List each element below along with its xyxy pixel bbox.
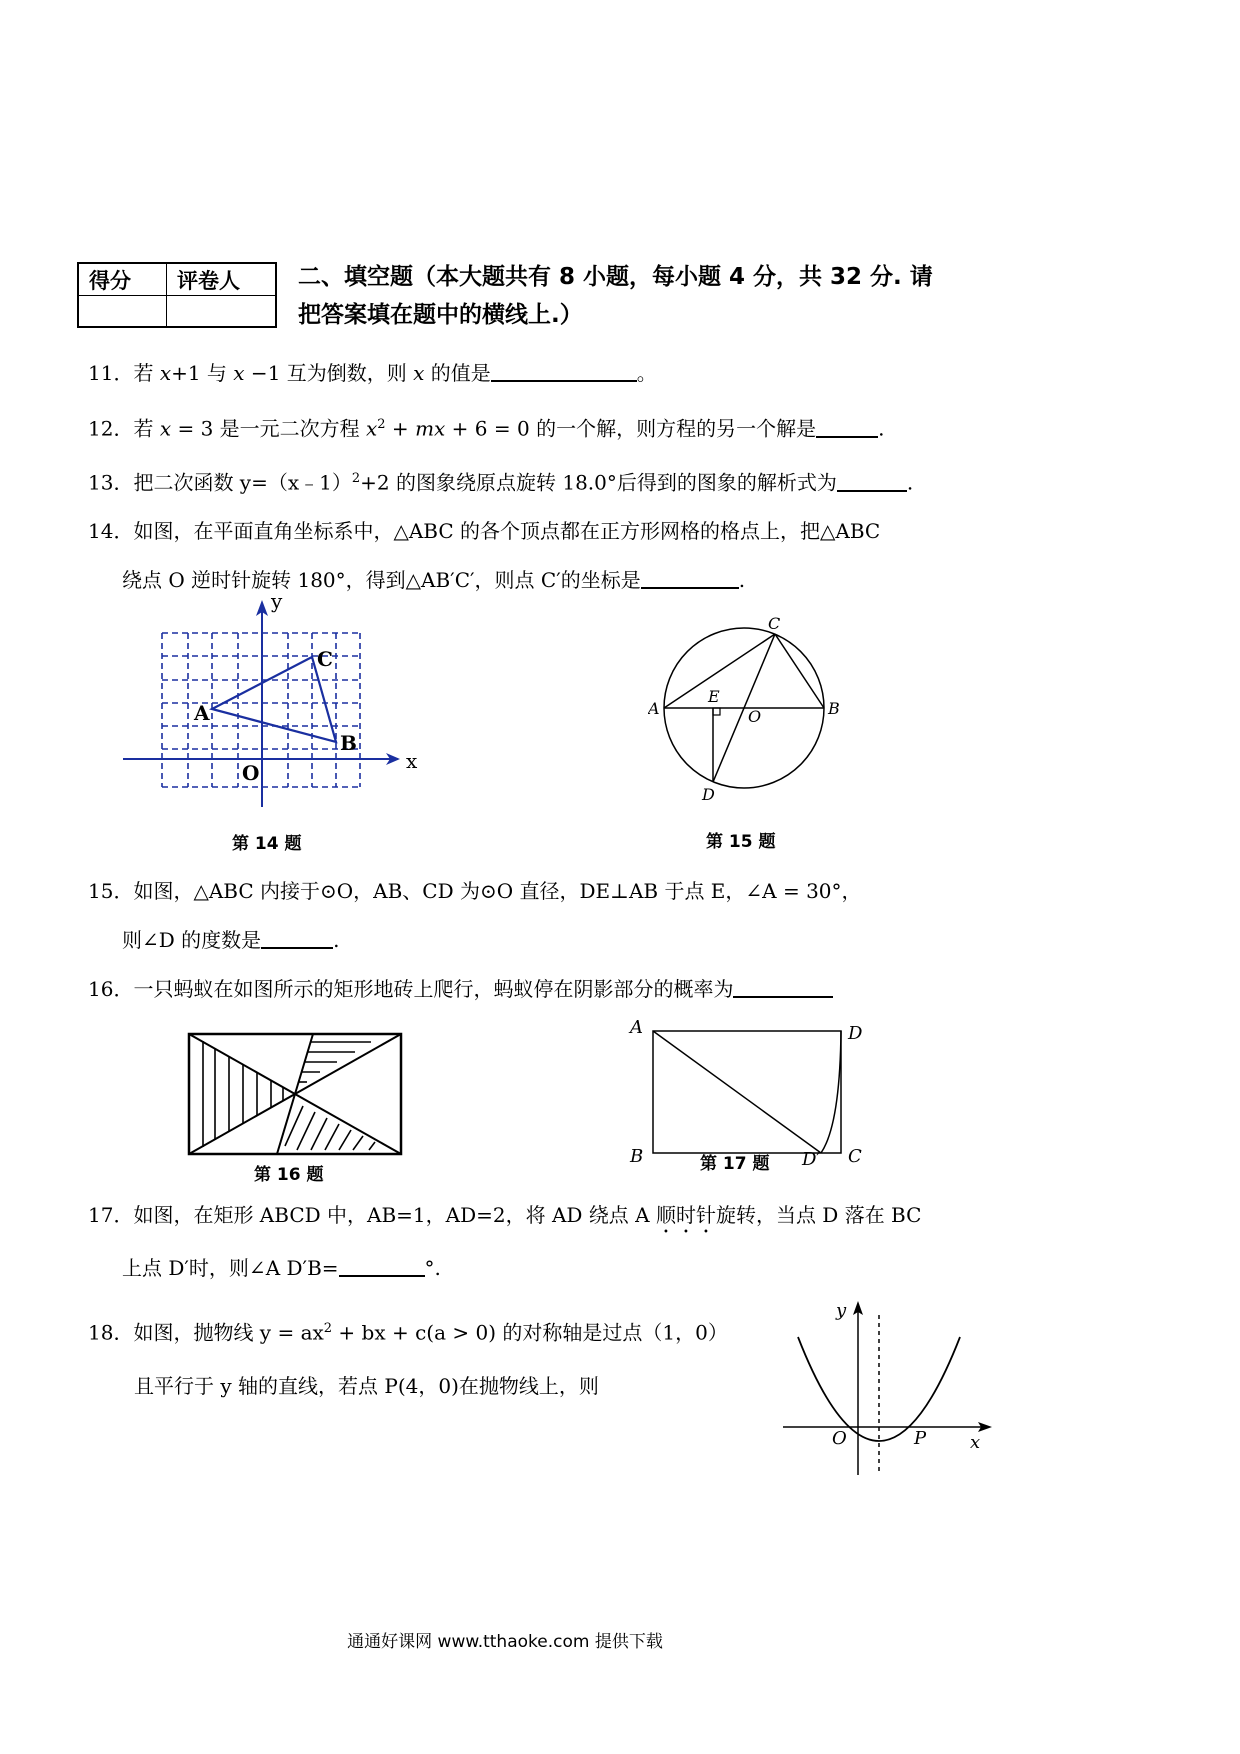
- figure-14-caption: 第 14 题: [232, 834, 302, 854]
- answer-blank[interactable]: [261, 925, 333, 949]
- label-a: A: [194, 701, 210, 725]
- label-b: B: [630, 1146, 644, 1165]
- question-11: 11．若 x+1 与 x −1 互为倒数，则 x 的值是 。: [88, 358, 657, 388]
- label-x: x: [406, 749, 418, 773]
- grader-cell: [167, 296, 275, 326]
- question-12: 12．若 x = 3 是一元二次方程 $x^2$ + mx + 6 = 0 的一个解，则方程的另一个解是 .: [88, 410, 884, 444]
- answer-blank[interactable]: [491, 358, 637, 382]
- answer-blank[interactable]: [816, 414, 878, 438]
- label-e: E: [708, 687, 720, 706]
- label-o: O: [832, 1428, 847, 1449]
- label-d-prime: D′: [802, 1149, 821, 1165]
- figure-17-rect: [626, 1015, 866, 1165]
- figure-16-tile: [185, 1030, 410, 1165]
- question-14: 14．如图，在平面直角坐标系中，△ABC 的各个顶点都在正方形网格的格点上，把△ABC: [88, 519, 881, 543]
- question-13: 13．把二次函数 y=（x﹣1）$^2$+2 的图象绕原点旋转 18.0°后得到的图象的解析式为 .: [88, 464, 913, 498]
- score-cell: [79, 296, 167, 326]
- answer-blank[interactable]: [837, 468, 907, 492]
- question-14-line2: 绕点 O 逆时针旋转 180°，得到△AB′C′，则点 C′的坐标是 .: [122, 565, 745, 595]
- label-c: C: [848, 1146, 862, 1165]
- footer-text: 通通好课网 www.tthaoke.com 提供下载: [347, 1632, 663, 1652]
- label-c: C: [317, 647, 333, 671]
- right-angle-mark: [713, 708, 720, 715]
- figure-14-grid: [118, 592, 418, 817]
- label-d: D: [702, 785, 715, 804]
- label-y: y: [836, 1300, 847, 1321]
- label-c: C: [768, 614, 781, 633]
- score-table: [77, 262, 277, 328]
- figure-15-caption: 第 15 题: [706, 832, 776, 852]
- label-o: O: [748, 707, 762, 726]
- shaded-left-triangle: [203, 1041, 283, 1147]
- answer-blank[interactable]: [733, 974, 833, 998]
- label-p: P: [914, 1428, 927, 1449]
- label-y: y: [271, 592, 283, 613]
- score-header: 得分: [79, 264, 167, 296]
- rotation-arc: [821, 1031, 841, 1153]
- section-title-line2: 把答案填在题中的横线上.）: [298, 302, 583, 328]
- question-18-line2: 且平行于 y 轴的直线，若点 P(4，0)在抛物线上，则: [134, 1374, 599, 1398]
- question-15: 15．如图，△ABC 内接于⊙O，AB、CD 为⊙O 直径，DE⊥AB 于点 E，∠A = 30°，: [88, 879, 862, 903]
- label-a: A: [648, 699, 660, 718]
- section-title-line1: 二、填空题（本大题共有 8 小题，每小题 4 分，共 32 分. 请: [298, 264, 933, 290]
- answer-blank[interactable]: [641, 565, 739, 589]
- label-b: B: [828, 699, 840, 718]
- label-a: A: [630, 1017, 643, 1038]
- question-17-line2: 上点 D′时，则∠A D′B= °.: [122, 1253, 441, 1283]
- section-title: [298, 258, 978, 334]
- segment-ad-prime: [653, 1031, 821, 1153]
- figure-18-parabola: [778, 1295, 1003, 1480]
- label-b: B: [340, 731, 357, 755]
- figure-15-circle: [648, 608, 848, 808]
- shaded-bottom-region: [285, 1106, 375, 1150]
- question-18: 18．如图，抛物线 $y = ax^2$ + bx + c(a > 0) 的对称轴是过点（1，0）: [88, 1320, 728, 1345]
- figure-17-caption: 第 17 题: [700, 1154, 770, 1174]
- rectangle-abcd: [653, 1031, 841, 1153]
- figure-16-caption: 第 16 题: [254, 1165, 324, 1185]
- question-15-line2: 则∠D 的度数是 .: [122, 925, 340, 955]
- grader-header: 评卷人: [167, 264, 275, 296]
- label-x: x: [970, 1432, 981, 1453]
- question-16: 16．一只蚂蚁在如图所示的矩形地砖上爬行，蚂蚁停在阴影部分的概率为: [88, 974, 833, 1004]
- answer-blank[interactable]: [339, 1253, 425, 1277]
- label-d: D: [848, 1023, 863, 1044]
- label-o: O: [242, 761, 260, 785]
- question-17: 17．如图，在矩形 ABCD 中，AB=1，AD=2，将 AD 绕点 A 顺时针旋转，当点 D 落在 BC: [88, 1203, 922, 1227]
